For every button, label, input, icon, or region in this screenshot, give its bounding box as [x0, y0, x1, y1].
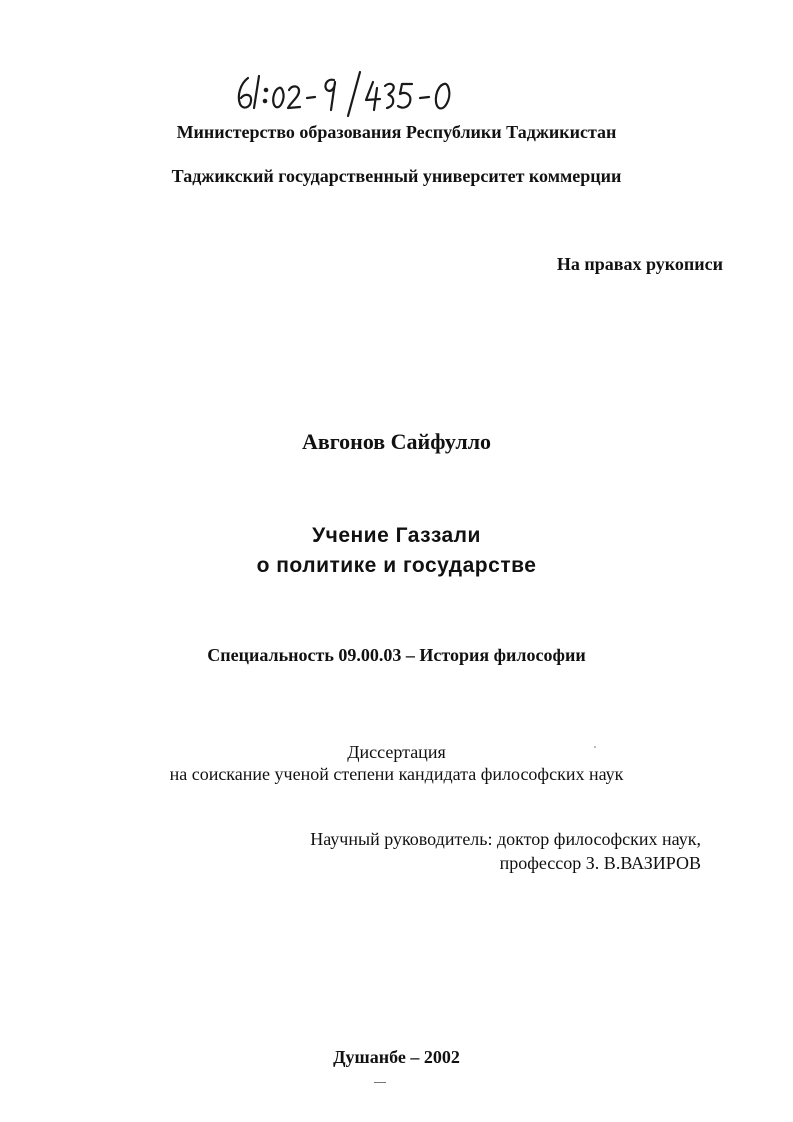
speciality-line: Специальность 09.00.03 – История философии — [207, 645, 586, 665]
supervisor-line-1: Научный руководитель: доктор философских наук, — [310, 829, 701, 849]
supervisor-line-2: профессор З. В.ВАЗИРОВ — [499, 853, 701, 873]
city-year: Душанбе – 2002 — [333, 1047, 460, 1067]
dissertation-title-line-1: Учение Газзали — [312, 524, 481, 547]
ministry-name: Министерство образования Республики Таджикистан — [176, 122, 617, 142]
handwritten-archive-code — [232, 68, 472, 118]
dissertation-title-line-2: о политике и государстве — [256, 554, 537, 577]
degree-description: на соискание ученой степени кандидата философских наук — [169, 764, 624, 784]
scan-speck-small — [594, 746, 596, 748]
dissertation-label: Диссертация — [347, 742, 446, 762]
manuscript-rights-note: На правах рукописи — [556, 254, 723, 274]
author-name: Авгонов Сайфулло — [301, 429, 492, 454]
scan-speck — [374, 1082, 386, 1083]
university-name: Таджикский государственный университет коммерции — [171, 166, 622, 186]
